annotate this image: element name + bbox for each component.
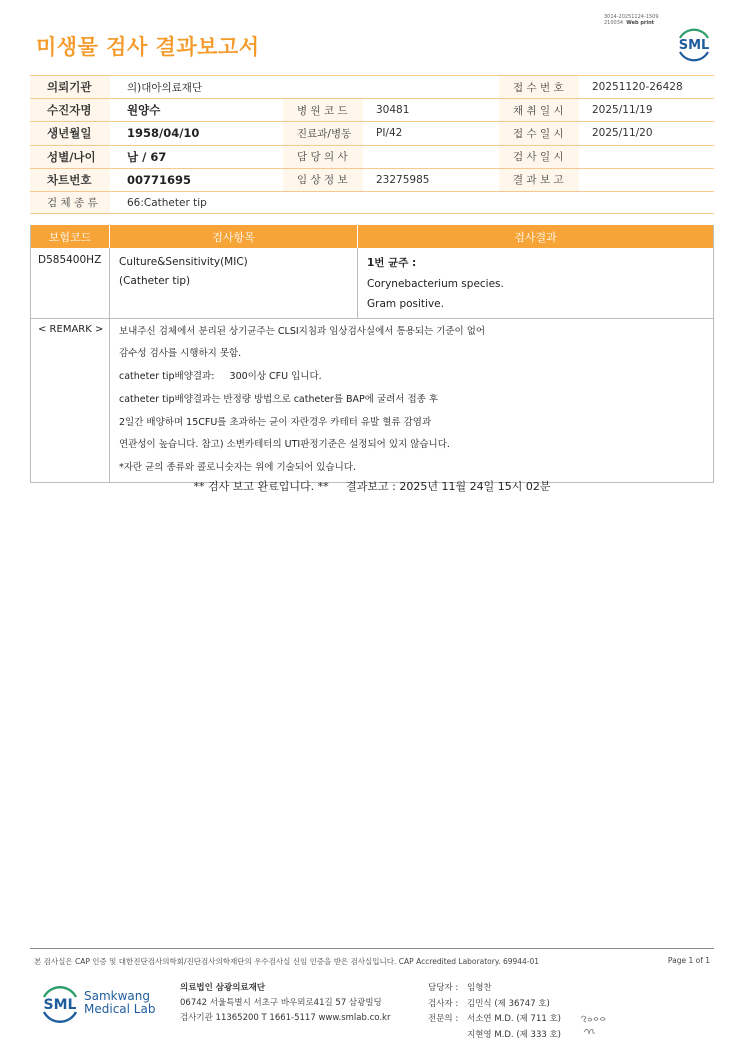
staff-list xyxy=(428,981,561,1043)
print-mode: Web print xyxy=(626,20,655,26)
label-patient-name: 수진자명 xyxy=(30,99,110,121)
remark-line: *자란 균의 종류와 콜로니숫자는 위에 기술되어 있습니다. xyxy=(119,462,356,474)
staff-name: 임형찬 xyxy=(467,983,492,993)
remark-line: 연관성이 높습니다. 참고) 소변카테터의 UTI판정기준은 설정되어 있지 않습니다. xyxy=(119,439,450,451)
value-physician xyxy=(363,146,499,168)
print-code-id: 210034 xyxy=(604,20,624,26)
remark-line: catheter tip배양결과: 300이상 CFU 입니다. xyxy=(119,371,322,383)
label-sex-age: 성별/나이 xyxy=(30,146,110,168)
label-specimen-type: 검 체 종 류 xyxy=(30,192,110,213)
staff-row xyxy=(428,997,561,1013)
value-accession-no: 20251120-26428 xyxy=(592,81,683,94)
remark-text xyxy=(110,319,713,483)
footer-divider xyxy=(30,948,714,949)
staff-row xyxy=(428,1028,561,1044)
staff-role: 검사자 : xyxy=(428,998,459,1009)
print-code-line1: 3014-20251124-1509 xyxy=(604,14,659,20)
remark-row xyxy=(31,319,713,483)
samkwang-logo-text: SML xyxy=(43,997,77,1013)
sml-logo-text: SML xyxy=(678,38,710,53)
staff-row xyxy=(428,1012,561,1028)
remark-label: < REMARK > xyxy=(31,319,110,483)
label-department: 진료과/병동 xyxy=(283,122,363,144)
value-patient-name: 원양수 xyxy=(127,103,161,118)
test-item xyxy=(110,248,358,318)
label-birth-date: 생년월일 xyxy=(30,122,110,144)
info-row xyxy=(30,191,714,214)
value-chart-no: 00771695 xyxy=(127,172,192,187)
report-complete-note: ** 검사 보고 완료입니다. ** 결과보고 : 2025년 11월 24일 15시 02분 xyxy=(193,480,551,493)
value-receipt-date: 2025/11/20 xyxy=(592,127,653,140)
label-clinical-info: 임 상 정 보 xyxy=(283,169,363,191)
info-row xyxy=(30,98,714,121)
staff-name: 김민식 (제 36747 호) xyxy=(467,998,550,1009)
remark-line: 보내주신 검체에서 분리된 상기균주는 CLSI지침과 임상검사실에서 통용되는 기준이 없어 xyxy=(119,325,486,337)
label-physician: 담 당 의 사 xyxy=(283,146,363,168)
result-line: Gram positive. xyxy=(367,298,444,310)
value-clinical-info: 23275985 xyxy=(376,173,430,186)
info-row xyxy=(30,168,714,191)
value-birth-date: 1958/04/10 xyxy=(127,126,200,141)
samkwang-logo xyxy=(38,982,82,1026)
org-name: 의료법인 삼광의료재단 xyxy=(180,983,266,993)
staff-name: 서소연 M.D. (제 711 호) xyxy=(467,1014,562,1024)
org-contact: 검사기관 11365200 T 1661-5117 www.smlab.co.kr xyxy=(180,1013,391,1023)
value-specimen-type: 66:Catheter tip xyxy=(127,196,207,209)
page-title: 미생물 검사 결과보고서 xyxy=(36,35,260,59)
sml-logo xyxy=(674,24,714,64)
header-test-item: 검사항목 xyxy=(110,225,358,248)
header-insurance-code: 보험코드 xyxy=(31,225,110,248)
value-test-date xyxy=(579,146,714,168)
remark-line: 감수성 검사를 시행하지 못함. xyxy=(119,348,242,360)
result-line: Corynebacterium species. xyxy=(367,277,504,290)
label-chart-no: 차트번호 xyxy=(30,169,110,191)
staff-role: 담당자 : xyxy=(428,983,459,993)
info-row xyxy=(30,75,714,98)
result-table-header xyxy=(31,225,713,248)
result-line: 1번 균주 : xyxy=(367,257,417,269)
label-accession-no: 접 수 번 호 xyxy=(499,76,579,98)
insurance-code: D585400HZ xyxy=(31,248,110,318)
staff-name: 지현영 M.D. (제 333 호) xyxy=(467,1029,562,1040)
value-result-report xyxy=(579,169,714,191)
wordmark-line: Samkwang xyxy=(84,989,150,1003)
info-row xyxy=(30,121,714,144)
org-info xyxy=(180,981,390,1026)
label-receipt-date: 접 수 일 시 xyxy=(499,122,579,144)
test-item-line: (Catheter tip) xyxy=(119,275,191,287)
patient-info-table xyxy=(30,75,714,214)
value-sex-age: 남 / 67 xyxy=(127,149,167,164)
result-table xyxy=(30,225,714,483)
signature-image xyxy=(578,1010,608,1040)
value-department: PI/42 xyxy=(376,127,403,140)
label-requesting-org: 의뢰기관 xyxy=(30,76,110,98)
label-test-date: 검 사 일 시 xyxy=(499,146,579,168)
table-row xyxy=(31,248,713,319)
label-hospital-code: 병 원 코 드 xyxy=(283,99,363,121)
label-result-report: 결 과 보 고 xyxy=(499,169,579,191)
staff-row xyxy=(428,981,561,997)
staff-role: 전문의 : xyxy=(428,1014,459,1024)
staff-role xyxy=(428,1028,467,1044)
wordmark-line: Medical Lab xyxy=(84,1002,156,1016)
value-requesting-org: 의)대아의료재단 xyxy=(127,81,203,94)
remark-line: 2일간 배양하며 15CFU를 초과하는 균이 자란경우 카테터 유발 혈류 감염과 xyxy=(119,416,432,428)
remark-line: catheter tip배양결과는 반정량 방법으로 catheter를 BAP에 굴려서 접종 후 xyxy=(119,393,439,405)
print-code xyxy=(604,14,659,26)
certification-note: 본 검사실은 CAP 인증 및 대한진단검사의학회/진단검사의학재단의 우수검사실 신임 인증을 받은 검사실입니다. CAP Accredited Laboratory. 69944-01 xyxy=(34,957,540,966)
test-result xyxy=(358,248,713,318)
org-address: 06742 서울특별시 서초구 바우뫼로41길 57 삼광빌딩 xyxy=(180,998,382,1008)
value-hospital-code: 30481 xyxy=(376,104,410,117)
info-row xyxy=(30,145,714,168)
label-collection-date: 채 취 일 시 xyxy=(499,99,579,121)
value-collection-date: 2025/11/19 xyxy=(592,104,653,117)
header-test-result: 검사결과 xyxy=(514,230,557,244)
samkwang-logo-wordmark xyxy=(84,990,155,1016)
page-number: Page 1 of 1 xyxy=(667,956,710,965)
test-item-line: Culture&Sensitivity(MIC) xyxy=(119,256,248,268)
